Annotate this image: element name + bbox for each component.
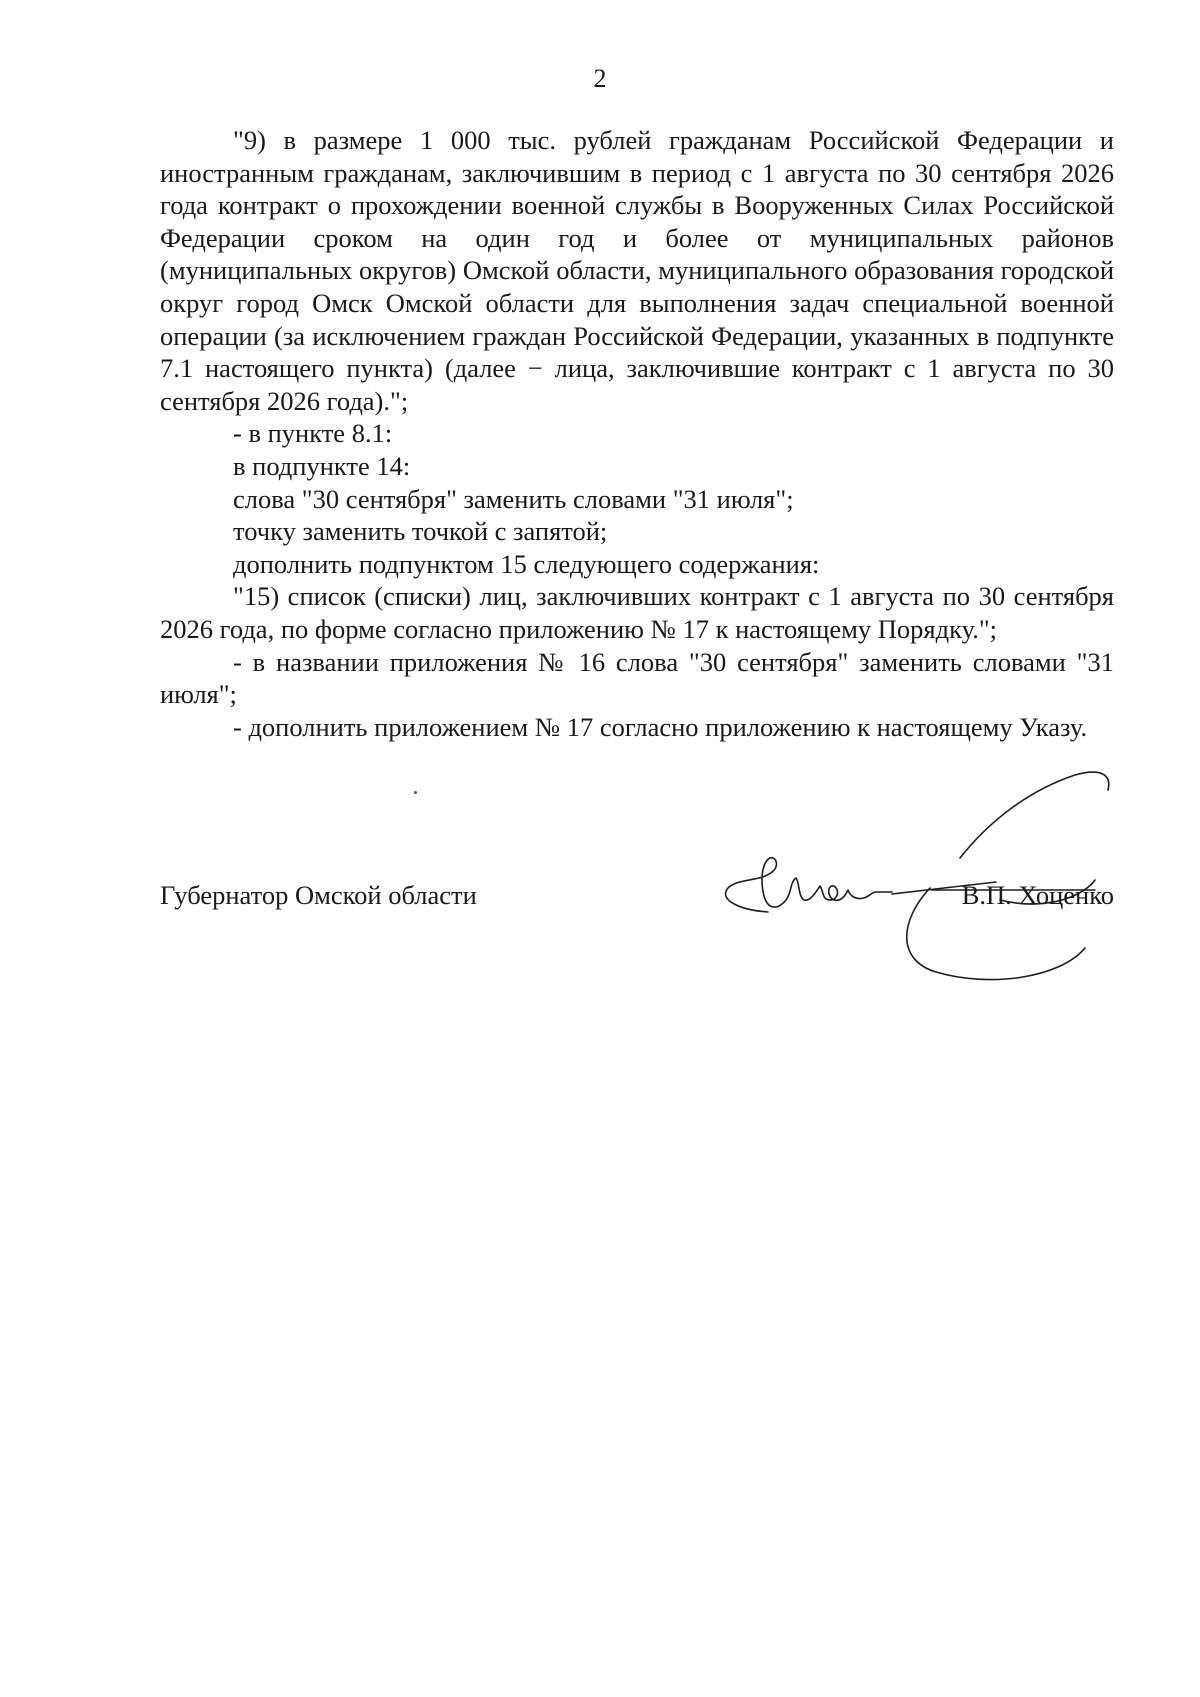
signer-name: В.П. Хоценко [961, 880, 1114, 910]
handwritten-signature [700, 760, 1140, 990]
paragraph-add-subpoint-15: дополнить подпунктом 15 следующего содержания: [233, 548, 820, 579]
signer-title: Губернатор Омской области [160, 880, 477, 910]
page-number: 2 [593, 64, 607, 93]
paragraph-point-8-1: - в пункте 8.1: [233, 418, 393, 449]
paragraph-appendix-16-title: - в названии приложения № 16 слова "30 сентября" заменить словами "31 июля"; [160, 646, 1114, 710]
paragraph-replace-words: слова "30 сентября" заменить словами "31 июля"; [233, 483, 794, 514]
scan-speck [414, 791, 417, 794]
document-body [160, 124, 1114, 743]
paragraph-subpoint-14: в подпункте 14: [233, 450, 411, 481]
paragraph-subpoint-15-text: "15) список (списки) лиц, заключивших контракт с 1 августа по 30 сентября 2026 года, по форме согласно приложению № 17 к настоящему Порядку."; [160, 581, 1114, 644]
paragraph-amendment-item-9: "9) в размере 1 000 тыс. рублей гражданам Российской Федерации и иностранным гражданам, заключившим в период с 1 августа по 30 сентября 2026 года контракт о прохождении военной службы в Вооруженных Силах Российской Федерации сроком на один год и более от муниципальных районов (муниципальных округов) Омской области, муниципального образования городской округ город Омск Омской области для выполнения задач специальной военной операции (за исключением граждан Российской Федерации, указанных в подпункте 7.1 настоящего пункта) (далее − лица, заключившие контракт с 1 августа по 30 сентября 2026 года)."; [160, 125, 1114, 416]
paragraph-add-appendix-17: - дополнить приложением № 17 согласно приложению к настоящему Указу. [233, 711, 1088, 742]
paragraph-replace-period: точку заменить точкой с запятой; [233, 516, 608, 547]
